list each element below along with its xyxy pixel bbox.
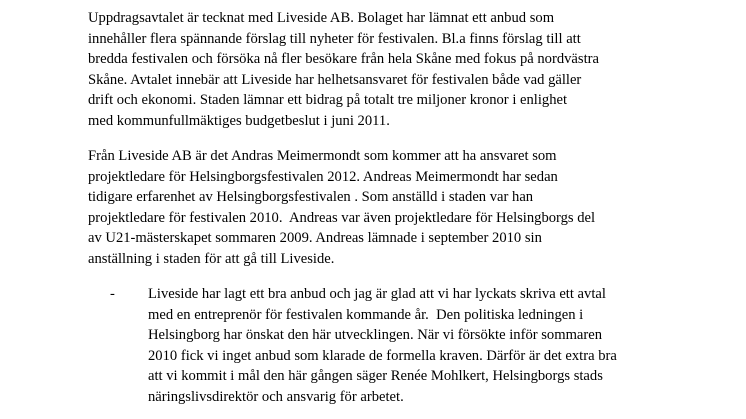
paragraph-line: bredda festivalen och försöka nå fler besökare från hela Skåne med fokus på nordvästra	[88, 51, 599, 67]
quote-line: näringslivsdirektör och ansvarig för arbetet.	[148, 388, 404, 405]
quote-line: Helsingborg har önskat den här utvecklingen. När vi försökte inför sommaren	[148, 327, 603, 343]
quote-line: med en entreprenör för festivalen kommande år. Den politiska ledningen i	[148, 306, 584, 323]
quote-line: Liveside har lagt ett bra anbud och jag är glad att vi har lyckats skriva ett avtal	[148, 286, 606, 302]
paragraph-line: innehåller flera spännande förslag till nyheter för festivalen. Bl.a finns förslag till att	[88, 30, 581, 47]
paragraph-line: drift och ekonomi. Staden lämnar ett bidrag på totalt tre miljoner kronor i enlighet	[88, 92, 568, 108]
paragraph-line: med kommunfullmäktiges budgetbeslut i juni 2011.	[88, 112, 390, 129]
paragraph-line: anställning i staden för att gå till Liveside.	[88, 250, 335, 267]
paragraph-project-lead	[88, 146, 728, 269]
paragraph-line: av U21-mästerskapet sommaren 2009. Andreas lämnade i september 2010 sin	[88, 230, 542, 246]
paragraph-line: Från Liveside AB är det Andras Meimermondt som kommer att ha ansvaret som	[88, 148, 557, 164]
paragraph-line: projektledare för festivalen 2010. Andreas var även projektledare för Helsingborgs del	[88, 209, 596, 226]
dash-bullet: -	[110, 286, 115, 302]
quote-text	[148, 284, 738, 407]
paragraph-line: Skåne. Avtalet innebär att Liveside har helhetsansvaret för festivalen både vad gäller	[88, 71, 582, 88]
quote-line: att vi kommit i mål den här gången säger Renée Mohlkert, Helsingborgs stads	[148, 368, 603, 384]
paragraph-line: tidigare erfarenhet av Helsingborgsfestivalen . Som anställd i staden var han	[88, 189, 534, 205]
quote-line: 2010 fick vi inget anbud som klarade de formella kraven. Därför är det extra bra	[148, 347, 617, 364]
paragraph-contract	[88, 8, 728, 131]
paragraph-line: projektledare för Helsingborgsfestivalen 2012. Andreas Meimermondt har sedan	[88, 168, 558, 185]
paragraph-line: Uppdragsavtalet är tecknat med Liveside AB. Bolaget har lämnat ett anbud som	[88, 10, 555, 26]
